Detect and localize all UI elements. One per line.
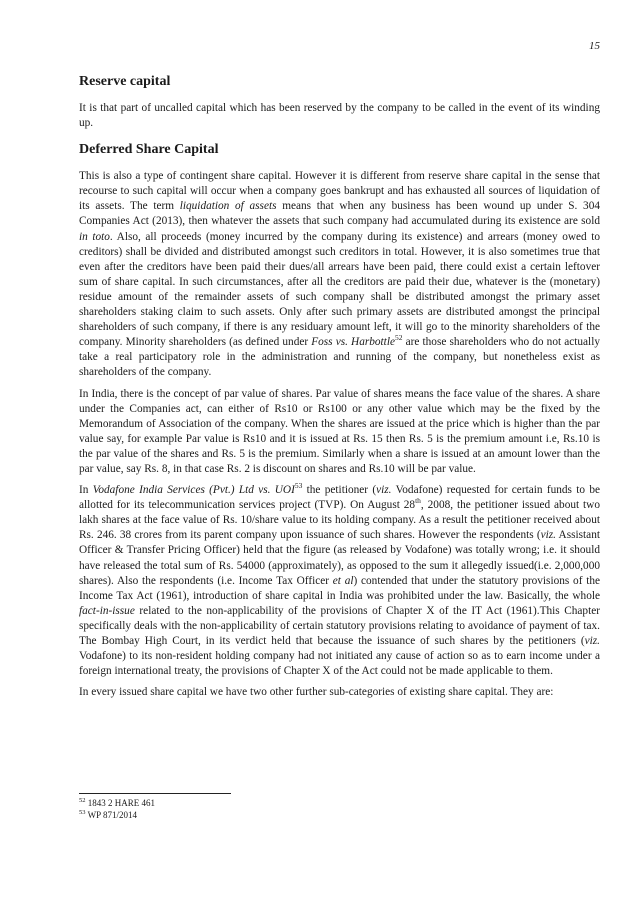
footnote-number: 52 xyxy=(79,797,86,804)
text-run: Assistant Officer & Transfer Pricing Officer) held that the figure (as released by Vodafone) was totally wrong; i.e. it should have released the total sum of Rs. 54000 (approximately), as opposed to the sum it allegedly issued(i.e. 2,000,000 shares). Also the respondents (i.e. Income Tax Officer xyxy=(79,529,600,587)
footnote-ref-52: 52 xyxy=(394,333,403,343)
reserve-capital-heading: Reserve capital xyxy=(79,74,171,89)
text-run: , 2008, the petitioner issued about two lakh shares at the face value of Rs. 10/share value to its holding company. As a result the petitioner received about Rs. 246. 38 crores from its parent company upon issuance of such shares. However the respondents ( xyxy=(79,499,600,542)
italic-term-in-toto: in toto xyxy=(79,230,110,243)
italic-viz: viz. xyxy=(584,635,600,647)
italic-fact-in-issue: fact-in-issue xyxy=(79,604,135,617)
text-run: In xyxy=(79,484,93,497)
footnote-text: WP 871/2014 xyxy=(87,810,138,820)
text-run: This is also a type of contingent share capital. However it is different from reserve share capital in the sense that recourse to such capital will occur when a company goes bankrupt and has exhausted all sources of liquidation of its assets. The term xyxy=(79,170,600,213)
deferred-paragraph-2: In India, there is the concept of par value of shares. Par value of shares means the face value of the shares. A share under the Companies act, can either of Rs10 or Rs100 or any other value which may be the fixed by the Memorandum of Association of the company. When the shares are issued at the price which is higher than the par value say, for example Par value is Rs10 and it is issued at Rs. 15 then Rs. 5 is the premium amount i.e, Rs.10 is the par value of the shares and Rs. 5 is the premium. Similarly when a share is issued at an amount lower than the par value, say Rs. 8, in that case Rs. 2 is discount on shares and Rs.10 will be par value. xyxy=(79,387,600,475)
footnote-number: 53 xyxy=(79,809,86,816)
footnote-text: 1843 2 HARE 461 xyxy=(87,798,155,808)
text-run: . Also, all proceeds (money incurred by the company during its existence) and arrears (money owed to creditors) shall be divided and distributed amongst such creditors in total. However, it is also sometimes true that even after the creditors have been paid their dues/all arrears have been paid, there could exist a certain leftover sum of share capital. In such circumstances, after all the creditors are paid their due, whatever is the (monetary) residue amount of the remainder assets of such company shall be distributed amongst the primary asset shareholders staking claim to such assets. Only after such primary assets are distributed amongst the principal shareholders of such company, if there is any residuary amount left, it will go to the minority shareholders of the company. Minority shareholders (as defined under xyxy=(79,230,600,349)
italic-viz: viz. xyxy=(376,484,392,497)
text-run: Vodafone) to its non-resident holding company had not initiated any cause of action so as to earn income under a foreign international treaty, the provisions of Chapter X of the Act could not be made applicable to them. xyxy=(79,650,600,678)
italic-viz: viz. xyxy=(540,529,556,542)
text-run: ) contended that under the statutory provisions of the Income Tax Act (1961), introduction of share capital in India was prohibited under the law. Basically, the whole xyxy=(79,574,601,602)
case-name-vodafone-vs-uoi: Vodafone India Services (Pvt.) Ltd vs. UOI xyxy=(92,484,295,497)
page-number: 15 xyxy=(589,40,600,52)
footnote-52 xyxy=(79,797,600,809)
text-run: the petitioner ( xyxy=(302,484,377,497)
footnotes xyxy=(79,793,600,821)
deferred-paragraph-4: In every issued share capital we have two other further sub-categories of existing share capital. They are: xyxy=(79,686,554,699)
case-name-foss-vs-harbottle: Foss vs. Harbottle xyxy=(311,336,395,349)
text-run: are those shareholders who do not actually take a real participatory role in the administration and running of the company, but nonetheless exist as shareholders of the company. xyxy=(79,336,600,379)
footnote-ref-53: 53 xyxy=(294,481,303,491)
reserve-capital-paragraph: It is that part of uncalled capital which has been reserved by the company to be called in the event of its winding up. xyxy=(79,102,600,130)
text-run: means that when any business has been wound up under S. 304 Companies Act (2013), then whatever the assets that such company had accumulated during its existence are sold xyxy=(79,200,600,228)
deferred-share-capital-heading: Deferred Share Capital xyxy=(79,142,219,158)
deferred-paragraph-3 xyxy=(79,483,600,679)
footnote-divider xyxy=(79,793,231,794)
ordinal-suffix: th xyxy=(415,496,421,506)
text-run: Vodafone) requested for certain funds to be allotted for its telecommunication services project (TVP). On August 28 xyxy=(79,484,600,512)
page-body xyxy=(79,73,600,706)
italic-et-al: et al xyxy=(332,574,354,587)
text-run: related to the non-applicability of the provisions of Chapter X of the IT Act (1961).This Chapter specifically deals with the non-applicability of certain statutory provisions relating to avoidance of payment of tax. The Bombay High Court, in its verdict held that because the issuance of such shares by the petitioners ( xyxy=(79,604,600,647)
deferred-paragraph-1 xyxy=(79,169,600,380)
footnote-53 xyxy=(79,809,600,821)
italic-term-liquidation-of-assets: liquidation of assets xyxy=(179,200,277,213)
